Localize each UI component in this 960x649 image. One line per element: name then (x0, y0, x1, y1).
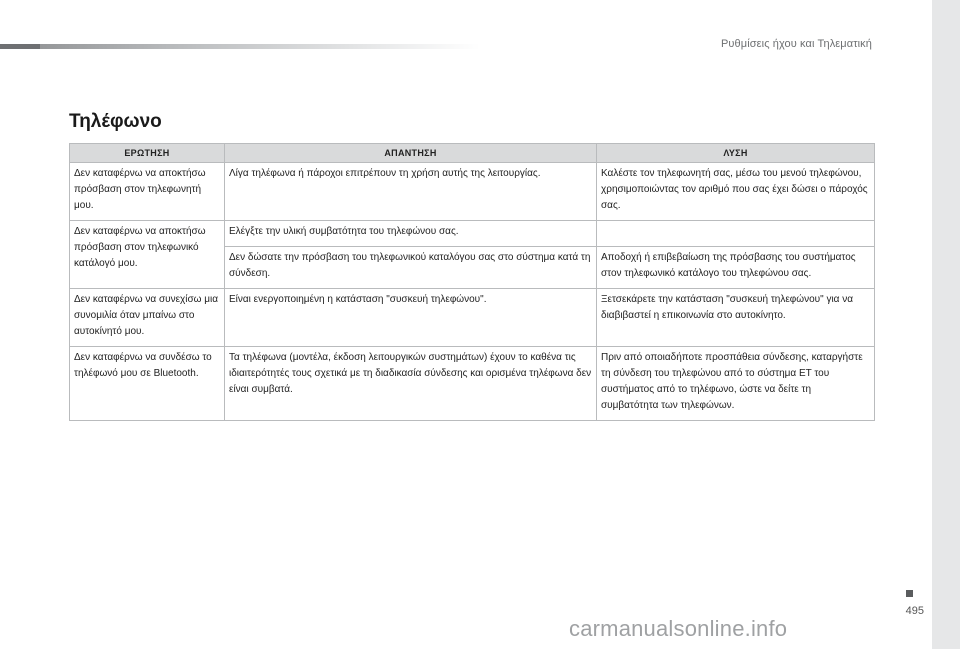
column-header-solution: ΛΥΣΗ (597, 144, 875, 163)
watermark-text: carmanualsonline.info (569, 616, 788, 641)
header-gradient-bar (0, 44, 480, 49)
solution-cell: Ξετσεκάρετε την κατάσταση "συσκευή τηλεφώνου" για να διαβιβαστεί η επικοινωνία στο αυτοκίνητο. (597, 289, 875, 347)
solution-cell (597, 221, 875, 247)
header-bar-segment (0, 44, 40, 49)
question-cell: Δεν καταφέρνω να αποκτήσω πρόσβαση στον τηλεφωνητή μου. (70, 163, 225, 221)
table-header-row (70, 144, 875, 163)
answer-cell: Τα τηλέφωνα (μοντέλα, έκδοση λειτουργικών συστημάτων) έχουν το καθένα τις ιδιαιτερότητές τους σχετικά με τη διαδικασία σύνδεσης και ορισμένα τηλέφωνα δεν είναι συμβατά. (225, 347, 597, 421)
answer-cell: Είναι ενεργοποιημένη η κατάσταση "συσκευή τηλεφώνου". (225, 289, 597, 347)
section-header-title: Ρυθμίσεις ήχου και Τηλεματική (721, 38, 872, 50)
question-cell: Δεν καταφέρνω να συνεχίσω μια συνομιλία όταν μπαίνω στο αυτοκίνητό μου. (70, 289, 225, 347)
solution-cell: Αποδοχή ή επιβεβαίωση της πρόσβασης του συστήματος στον τηλεφωνικό κατάλογο του τηλεφώνου σας. (597, 247, 875, 289)
column-header-answer: ΑΠΑΝΤΗΣΗ (225, 144, 597, 163)
answer-cell: Λίγα τηλέφωνα ή πάροχοι επιτρέπουν τη χρήση αυτής της λειτουργίας. (225, 163, 597, 221)
table-row (70, 221, 875, 247)
table-row (70, 289, 875, 347)
side-strip (932, 0, 960, 649)
page-number: 495 (905, 605, 924, 617)
solution-cell: Καλέστε τον τηλεφωνητή σας, μέσω του μενού τηλεφώνου, χρησιμοποιώντας τον αριθμό που σας έχει δώσει ο πάροχός σας. (597, 163, 875, 221)
solution-cell: Πριν από οποιαδήποτε προσπάθεια σύνδεσης, καταργήστε τη σύνδεση του τηλεφώνου από το σύστημα ΕΤ του συστήματος από το τηλέφωνο, ώστε να δείτε τη συμβατότητα των τηλεφώνων. (597, 347, 875, 421)
answer-cell: Ελέγξτε την υλική συμβατότητα του τηλεφώνου σας. (225, 221, 597, 247)
question-cell: Δεν καταφέρνω να αποκτήσω πρόσβαση στον τηλεφωνικό κατάλογό μου. (70, 221, 225, 289)
faq-table (69, 143, 875, 421)
table-row (70, 163, 875, 221)
column-header-question: ΕΡΩΤΗΣΗ (70, 144, 225, 163)
page-marker-square (906, 590, 913, 597)
answer-cell: Δεν δώσατε την πρόσβαση του τηλεφωνικού καταλόγου σας στο σύστημα κατά τη σύνδεση. (225, 247, 597, 289)
page-title: Τηλέφωνο (69, 111, 162, 132)
question-cell: Δεν καταφέρνω να συνδέσω το τηλέφωνό μου σε Bluetooth. (70, 347, 225, 421)
table-row (70, 347, 875, 421)
